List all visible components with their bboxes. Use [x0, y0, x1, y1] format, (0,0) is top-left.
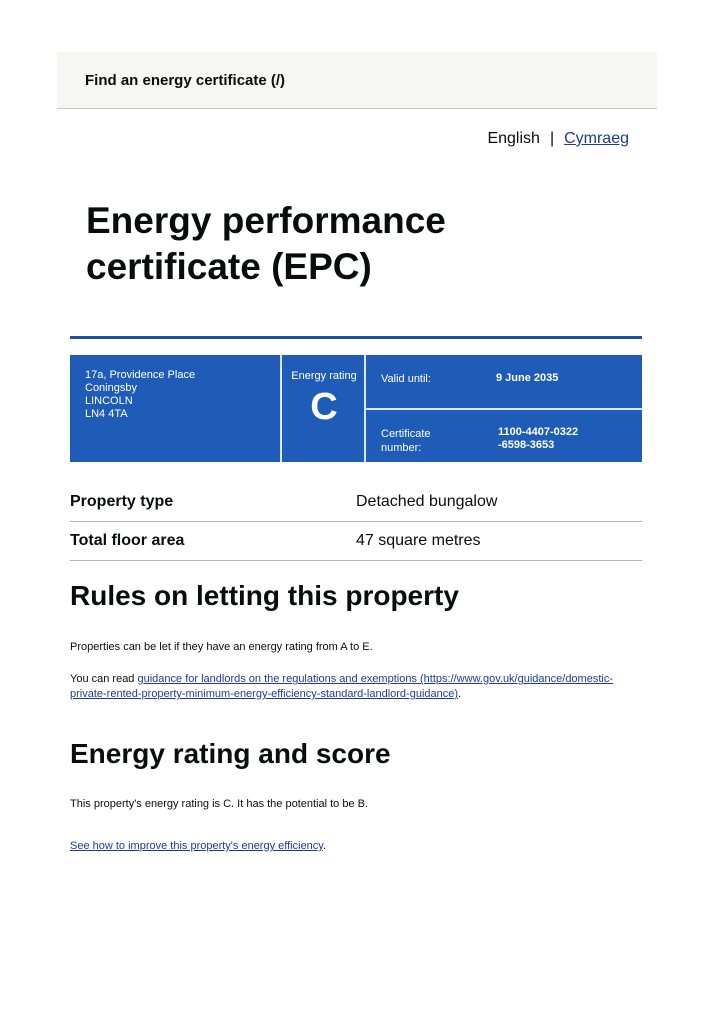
floor-area-row — [70, 522, 642, 561]
letting-heading: Rules on letting this property — [70, 580, 459, 611]
landlord-guidance-link[interactable]: guidance for landlords on the regulations and exemptions (https://www.gov.uk/guidance/domestic-private-rented-property-minimum-energy-efficiency-standard-landlord-guidance) — [70, 673, 613, 700]
letting-rule-text: Properties can be let if they have an energy rating from A to E. — [70, 641, 373, 653]
guidance-suffix: . — [458, 688, 462, 700]
page-title: Energy performance certificate (EPC) — [86, 200, 446, 287]
certificate-number-label: Certificate number: — [381, 428, 431, 454]
language-switcher — [487, 130, 629, 148]
valid-until-label: Valid until: — [381, 373, 431, 385]
property-address — [85, 369, 195, 421]
improve-efficiency — [70, 839, 642, 854]
certificate-number-value: 1100-4407-0322 -6598-3653 — [498, 426, 579, 451]
letting-guidance-text — [70, 672, 642, 702]
address-line: LINCOLN — [85, 395, 133, 407]
energy-rating-heading: Energy rating and score — [70, 738, 391, 769]
service-name-link[interactable]: Find an energy certificate (/) — [85, 72, 286, 89]
epc-summary-panel — [70, 355, 642, 462]
valid-until-value: 9 June 2035 — [496, 372, 559, 384]
title-divider — [70, 336, 642, 339]
language-separator: | — [549, 130, 555, 147]
language-english: English — [487, 130, 540, 147]
energy-rating-text: This property's energy rating is C. It has the potential to be B. — [70, 798, 369, 810]
floor-area-value: 47 square metres — [356, 532, 481, 549]
energy-rating-label: Energy rating — [291, 370, 357, 382]
improve-link-suffix: . — [322, 840, 327, 852]
site-header — [57, 52, 657, 109]
language-cymraeg-link[interactable]: Cymraeg — [564, 130, 629, 147]
energy-rating-value: C — [310, 386, 338, 428]
floor-area-label: Total floor area — [70, 532, 185, 549]
address-line: 17a, Providence Place — [85, 369, 196, 381]
property-type-row — [70, 483, 642, 522]
address-line: Coningsby — [85, 382, 137, 394]
property-type-value: Detached bungalow — [356, 493, 498, 510]
address-line: LN4 4TA — [85, 408, 128, 420]
guidance-prefix: You can read — [70, 673, 138, 685]
panel-divider — [366, 408, 642, 410]
property-type-label: Property type — [70, 493, 174, 510]
improve-efficiency-link[interactable]: See how to improve this property's energy efficiency — [70, 840, 323, 852]
panel-divider — [280, 355, 282, 462]
